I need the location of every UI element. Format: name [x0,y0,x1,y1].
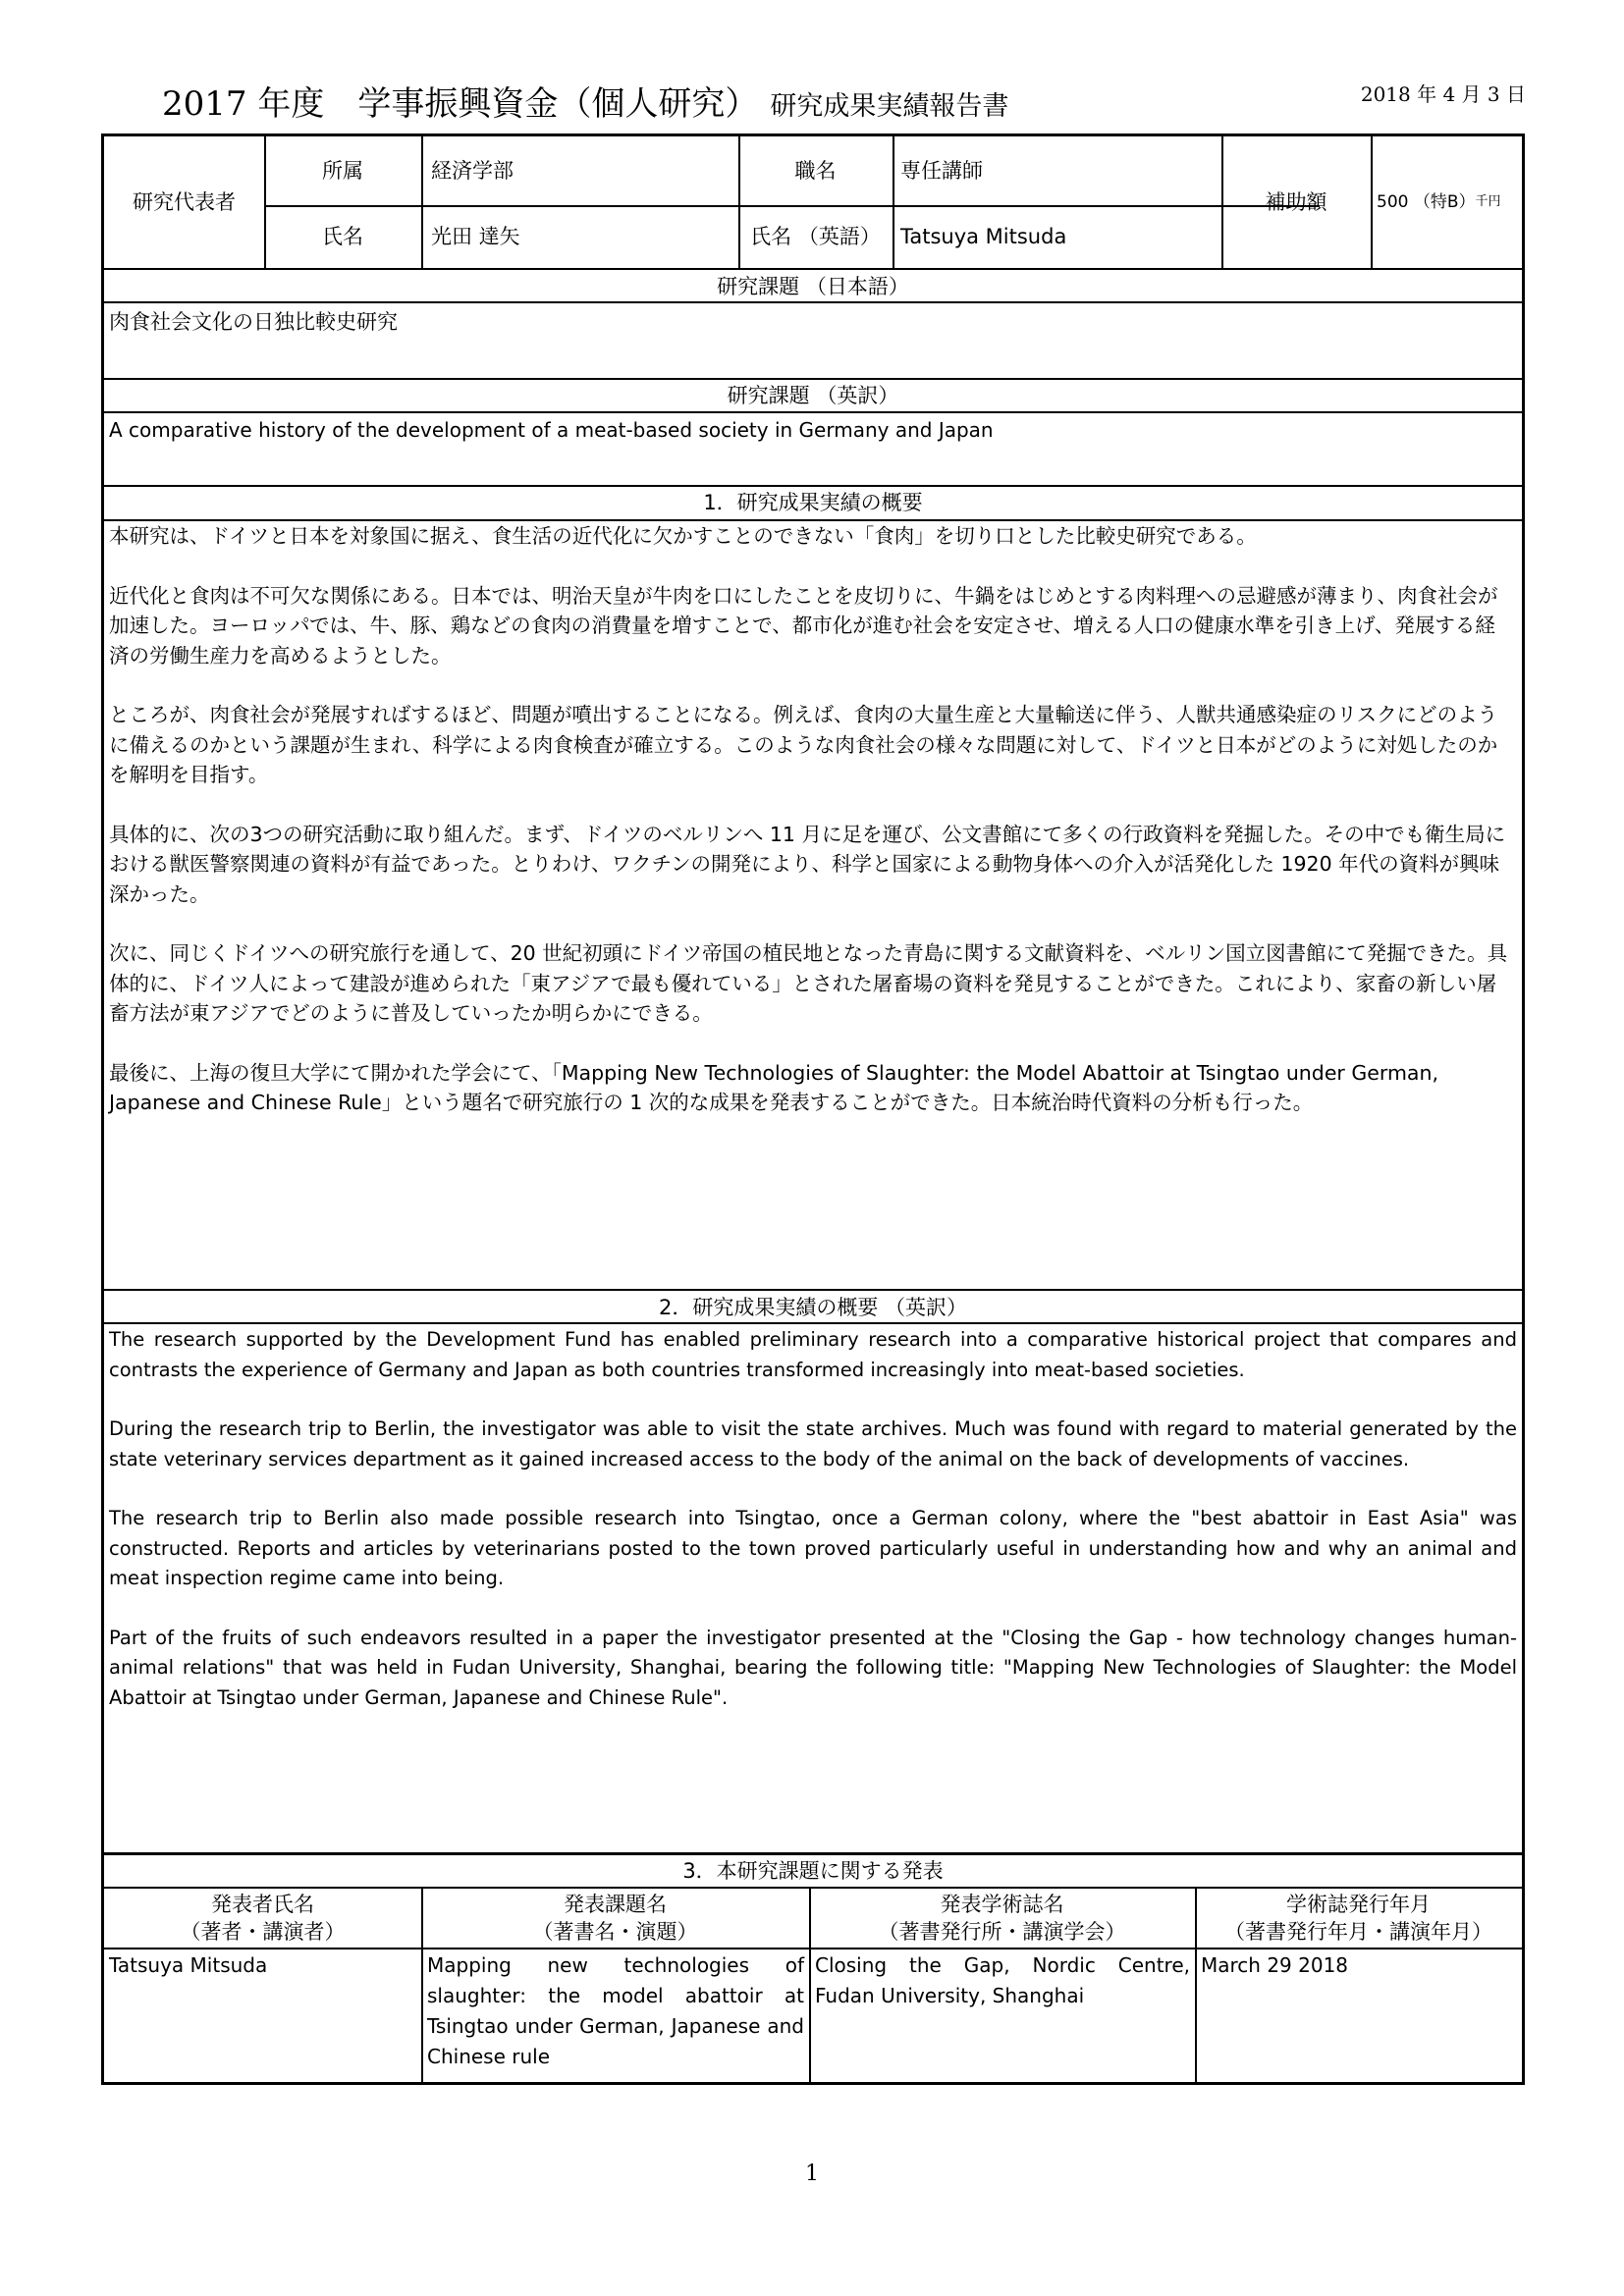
presentations-heading: 3．本研究課題に関する発表 [682,1859,944,1883]
summary-en-paragraph: The research supported by the Development Fund has enabled preliminary research into a comparative historical project that compares and contrasts the experience of Germany and Japan as both countries transformed increasingly into meat-based societies. [109,1328,1517,1381]
topic-en-text: A comparative history of the development of a meat-based society in Germany and Japan [109,418,994,442]
column-header-title [421,1889,809,1948]
name-en-value: Tatsuya Mitsuda [900,225,1067,248]
row-presenter: Tatsuya Mitsuda [109,1953,268,1977]
summary-ja-paragraph: 具体的に、次の3つの研究活動に取り組んだ。まず、ドイツのベルリンへ 11 月に足を運び、公文書館にて多くの行政資料を発掘した。その中でも衛生局における獣医警察関連の資料が有益であった。とりわけ、ワクチンの開発により、科学と国家による動物身体への介入が活発化した 1920 年代の資料が興味深かった。 [109,822,1506,906]
name-label: 氏名 [322,225,363,248]
grant-label: 補助額 [1265,190,1327,214]
column-header-line: （著書名・演題） [532,1920,698,1944]
report-form [101,133,1525,2085]
topic-ja-text: 肉食社会文化の日独比較史研究 [109,310,398,334]
summary-en-paragraph: During the research trip to Berlin, the investigator was able to visit the state archives. Much was found with regard to material generated by the state veterinary services department as it gained increased access to the body of the animal on the back of developments of vaccines. [109,1417,1517,1470]
report-title-main: 2017 年度 学事振興資金（個人研究） [162,84,759,124]
page-number: 1 [805,2162,819,2186]
affiliation-label: 所属 [322,159,363,183]
topic-en-heading: 研究課題 （英訳） [727,384,899,407]
column-header-line: （著書発行所・講演学会） [878,1920,1126,1944]
position-label: 職名 [794,159,837,183]
row-date: March 29 2018 [1201,1953,1349,1977]
summary-ja-heading: 1．研究成果実績の概要 [703,491,923,514]
column-header-presenter [104,1889,421,1948]
position-value: 専任講師 [900,159,983,183]
summary-en-body [109,1325,1517,1742]
summary-ja-paragraph: 最後に、上海の復旦大学にて開かれた学会にて、「Mapping New Technologies of Slaughter: the Model Abattoir at Tsingtao under German, Japanese and Chinese Rule」という題名で研究旅行の 1 次的な成果を発表することができた。日本統治時代資料の分析も行った。 [109,1060,1438,1114]
report-title [162,77,1008,125]
summary-ja-paragraph: ところが、肉食社会が発展すればするほど、問題が噴出することになる。例えば、食肉の大量生産と大量輸送に伴う、人獣共通感染症のリスクにどのように備えるのかという課題が生まれ、科学による肉食検査が確立する。このような肉食社会の様々な問題に対して、ドイツと日本がどのように対処したのかを解明を目指す。 [109,703,1498,786]
summary-en-paragraph: Part of the fruits of such endeavors resulted in a paper the investigator presented at the "Closing the Gap - how technology changes human-animal relations" that was held in Fudan University, Shanghai, bearing the following title: "Mapping New Technologies of Slaughter: the Model Abattoir at Tsingtao under German, Japanese and Chinese Rule". [109,1626,1517,1709]
name-en-label: 氏名 （英語） [750,225,881,248]
column-header-line: （著者・講演者） [180,1920,346,1944]
column-header-line: 発表学術誌名 [940,1893,1064,1916]
topic-ja-heading: 研究課題 （日本語） [717,275,909,298]
column-header-line: 発表者氏名 [211,1893,314,1916]
grant-value [1377,136,1522,268]
summary-ja-paragraph: 近代化と食肉は不可欠な関係にある。日本では、明治天皇が牛肉を口にしたことを皮切りに、牛鍋をはじめとする肉料理への忌避感が薄まり、肉食社会が加速した。ヨーロッパでは、牛、豚、鶏などの食肉の消費量を増すことで、都市化が進む社会を安定させ、増える人口の健康水準を引き上げ、発展する経済の労働生産力を高めるようとした。 [109,583,1498,667]
column-header-line: 発表課題名 [564,1893,667,1916]
grant-amount: 500 （特B） [1377,192,1476,212]
summary-ja-paragraph: 次に、同じくドイツへの研究旅行を通して、20 世紀初頭にドイツ帝国の植民地となった青島に関する文献資料を、ベルリン国立図書館にて発掘できた。具体的に、ドイツ人によって建設が進められた「東アジアで最も優れている」とされた屠畜場の資料を発見することができた。これにより、家畜の新しい屠畜方法が東アジアでどのように普及していったか明らかにできる。 [109,941,1508,1025]
column-header-line: 学術誌発行年月 [1286,1893,1431,1916]
row-title: Mapping new technologies of slaughter: the model abattoir at Tsingtao under German, Japanese and Chinese rule [427,1953,804,2068]
affiliation-value: 経済学部 [431,159,514,183]
column-header-line: （著書発行年月・講演年月） [1224,1920,1492,1944]
name-value: 光田 達矢 [431,225,520,248]
summary-ja-paragraph: 本研究は、ドイツと日本を対象国に据え、食生活の近代化に欠かすことのできない「食肉」を切り口とした比較史研究である。 [109,524,1257,548]
summary-ja-body [109,521,1515,1148]
summary-en-paragraph: The research trip to Berlin also made possible research into Tsingtao, once a German colony, where the "best abattoir in East Asia" was constructed. Reports and articles by veterinarians posted to the town proved particularly useful in understanding how and why an animal and meat inspection regime came into being. [109,1507,1517,1589]
column-header-venue [809,1889,1195,1948]
row-venue: Closing the Gap, Nordic Centre, Fudan University, Shanghai [815,1953,1190,2007]
report-date: 2018 年 4 月 3 日 [1360,82,1526,106]
representative-label: 研究代表者 [133,190,236,214]
grant-unit: 千円 [1475,194,1501,209]
report-title-sub: 研究成果実績報告書 [770,91,1009,122]
summary-en-heading: 2．研究成果実績の概要 （英訳） [658,1296,968,1319]
column-header-date [1195,1889,1522,1948]
